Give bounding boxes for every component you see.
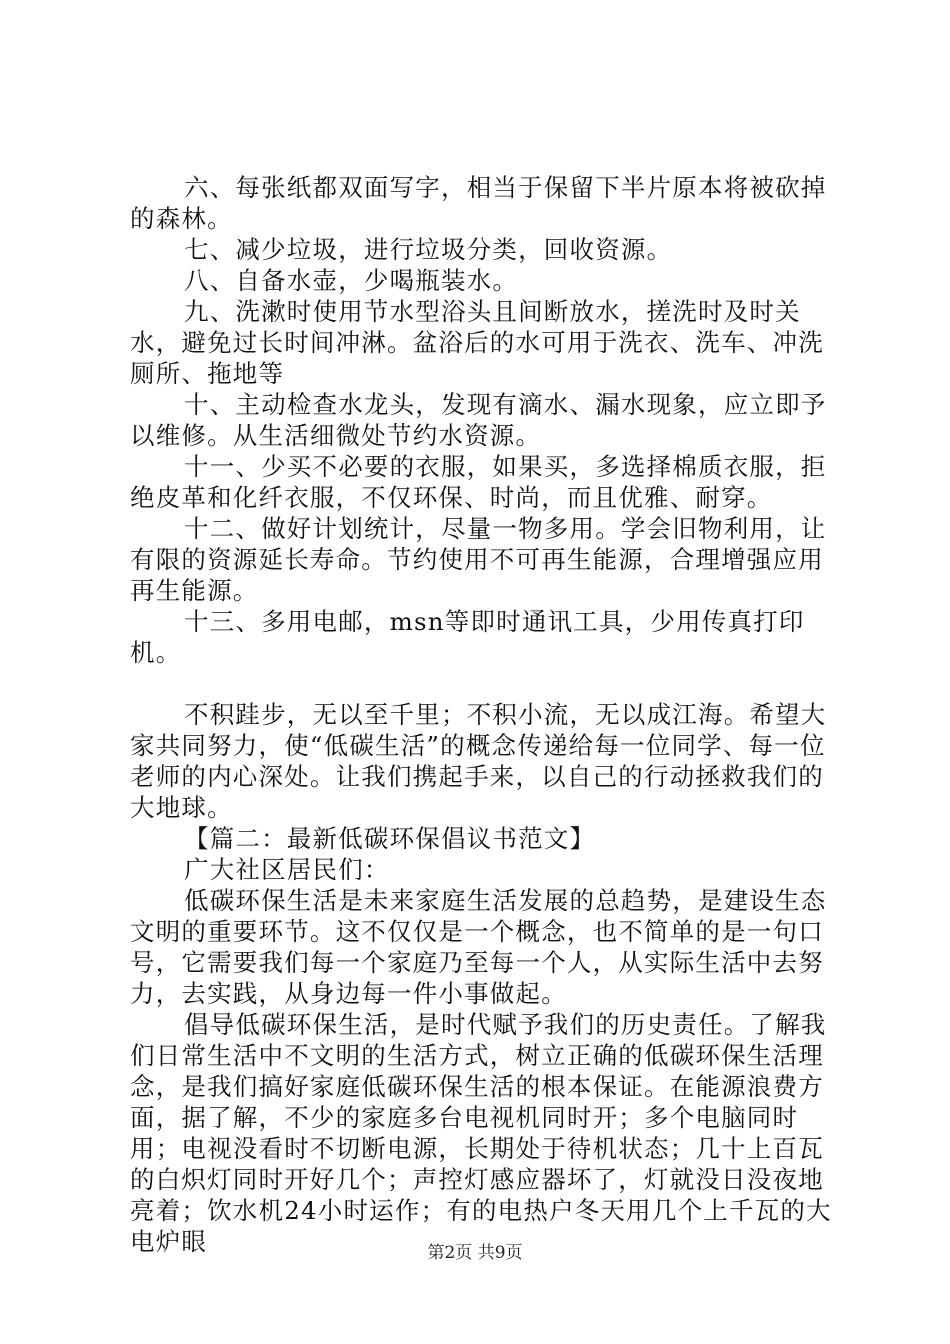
section-heading: 【篇二：最新低碳环保倡议书范文】 <box>184 824 596 853</box>
body-paragraph-1: 低碳环保生活是未来家庭生活发展的总趋势，是建设生态文明的重要环节。这不仅仅是一个概念，也不简单的是一句口号，它需要我们每一个家庭乃至每一个人，从实际生活中去努力，去实践，从身边每一件小事做起。 <box>130 886 827 1008</box>
paragraph-item-11: 十一、少买不必要的衣服，如果买，多选择棉质衣服，拒绝皮革和化纤衣服，不仅环保、时尚，而且优雅、耐穿。 <box>130 452 827 512</box>
paragraph-item-7: 七、减少垃圾，进行垃圾分类，回收资源。 <box>184 235 673 264</box>
paragraph-item-6: 六、每张纸都双面写字，相当于保留下半片原本将被砍掉的森林。 <box>130 173 827 233</box>
salutation: 广大社区居民们： <box>184 855 390 884</box>
closing-paragraph: 不积跬步，无以至千里；不积小流，无以成江海。希望大家共同努力，使“低碳生活”的概念传递给每一位同学、每一位老师的内心深处。让我们携起手来，以自己的行动拯救我们的大地球。 <box>130 700 827 822</box>
paragraph-item-9: 九、洗漱时使用节水型浴头且间断放水，搓洗时及时关水，避免过长时间冲淋。盆浴后的水可用于洗衣、洗车、冲洗厕所、拖地等 <box>130 297 824 388</box>
paragraph-spacer <box>130 668 845 699</box>
paragraph-item-8: 八、自备水壶，少喝瓶装水。 <box>184 266 519 295</box>
paragraph-item-10: 十、主动检查水龙头，发现有滴水、漏水现象，应立即予以维修。从生活细微处节约水资源。 <box>130 390 827 450</box>
document-body <box>130 172 845 1257</box>
page-number-footer: 第2页 共9页 <box>427 1243 523 1263</box>
paragraph-item-12: 十二、做好计划统计，尽量一物多用。学会旧物利用，让有限的资源延长寿命。节约使用不可再生能源，合理增强应用再生能源。 <box>130 514 827 605</box>
body-paragraph-2: 倡导低碳环保生活，是时代赋予我们的历史责任。了解我们日常生活中不文明的生活方式，树立正确的低碳环保生活理念，是我们搞好家庭低碳环保生活的根本保证。在能源浪费方面，据了解，不少的家庭多台电视机同时开；多个电脑同时用；电视没看时不切断电源，长期处于待机状态；几十上百瓦的白炽灯同时开好几个；声控灯感应器坏了，灯就没日没夜地亮着；饮水机24小时运作；有的电热户冬天用几个上千瓦的大电炉眼 <box>130 1010 832 1256</box>
paragraph-item-13: 十三、多用电邮，msn等即时通讯工具，少用传真打印机。 <box>130 607 805 667</box>
